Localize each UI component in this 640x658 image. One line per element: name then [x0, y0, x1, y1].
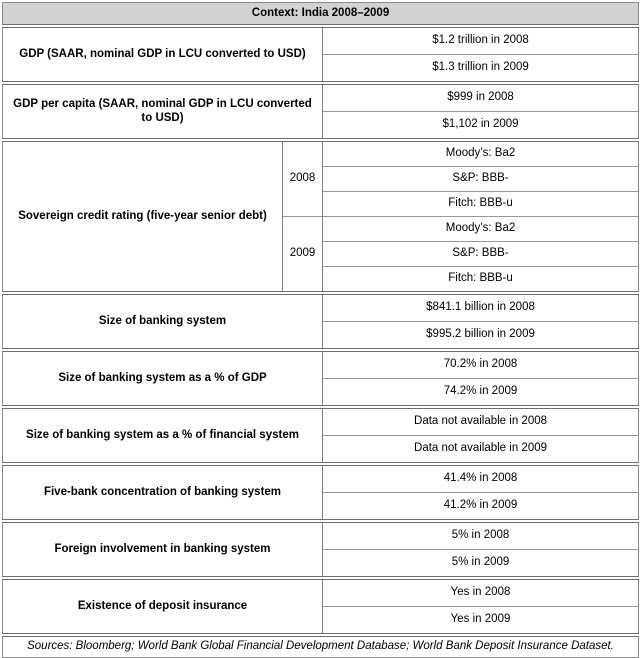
section-foreign-involvement [3, 521, 639, 550]
sources-row [3, 635, 639, 658]
rating-2008-fitch: Fitch: BBB-u [323, 192, 639, 217]
section-gdp-per-capita [3, 83, 639, 112]
label-deposit-insurance: Existence of deposit insurance [3, 578, 323, 635]
value-deposit-insurance-2009: Yes in 2009 [323, 607, 639, 636]
rating-2008-sp: S&P: BBB- [323, 167, 639, 192]
section-banking-pct-gdp [3, 350, 639, 379]
value-banking-pct-finsys-2008: Data not available in 2008 [323, 407, 639, 436]
rating-2009-sp: S&P: BBB- [323, 242, 639, 267]
section-banking-pct-finsys [3, 407, 639, 436]
label-banking-pct-finsys: Size of banking system as a % of financial system [3, 407, 323, 464]
label-banking-pct-gdp: Size of banking system as a % of GDP [3, 350, 323, 407]
section-deposit-insurance [3, 578, 639, 607]
section-gdp [3, 26, 639, 55]
value-five-bank-2008: 41.4% in 2008 [323, 464, 639, 493]
rating-2008-moodys: Moody’s: Ba2 [323, 140, 639, 167]
value-gdp-2008: $1.2 trillion in 2008 [323, 26, 639, 55]
label-five-bank: Five-bank concentration of banking system [3, 464, 323, 521]
value-foreign-involvement-2008: 5% in 2008 [323, 521, 639, 550]
section-banking-size [3, 293, 639, 322]
value-gdp-per-capita-2009: $1,102 in 2009 [323, 112, 639, 141]
sources-text: Sources: Bloomberg; World Bank Global Financial Development Database; World Bank Deposit Insurance Dataset. [3, 635, 639, 658]
context-table [2, 2, 639, 658]
table-title: Context: India 2008–2009 [3, 3, 639, 27]
value-banking-pct-gdp-2008: 70.2% in 2008 [323, 350, 639, 379]
rating-2009-moodys: Moody’s: Ba2 [323, 217, 639, 242]
credit-year-2008: 2008 [283, 140, 323, 217]
label-gdp: GDP (SAAR, nominal GDP in LCU converted to USD) [3, 26, 323, 83]
value-deposit-insurance-2008: Yes in 2008 [323, 578, 639, 607]
label-banking-size: Size of banking system [3, 293, 323, 350]
value-banking-size-2009: $995.2 billion in 2009 [323, 322, 639, 351]
label-foreign-involvement: Foreign involvement in banking system [3, 521, 323, 578]
value-banking-pct-finsys-2009: Data not available in 2009 [323, 436, 639, 465]
value-five-bank-2009: 41.2% in 2009 [323, 493, 639, 522]
label-gdp-per-capita: GDP per capita (SAAR, nominal GDP in LCU converted to USD) [3, 83, 323, 140]
label-credit-rating: Sovereign credit rating (five-year senior debt) [3, 140, 283, 293]
value-foreign-involvement-2009: 5% in 2009 [323, 550, 639, 579]
credit-year-2009: 2009 [283, 217, 323, 294]
title-row [3, 3, 639, 27]
value-banking-size-2008: $841.1 billion in 2008 [323, 293, 639, 322]
value-gdp-2009: $1.3 trillion in 2009 [323, 55, 639, 84]
section-five-bank [3, 464, 639, 493]
value-banking-pct-gdp-2009: 74.2% in 2009 [323, 379, 639, 408]
rating-2009-fitch: Fitch: BBB-u [323, 267, 639, 294]
section-credit-rating [3, 140, 639, 167]
value-gdp-per-capita-2008: $999 in 2008 [323, 83, 639, 112]
